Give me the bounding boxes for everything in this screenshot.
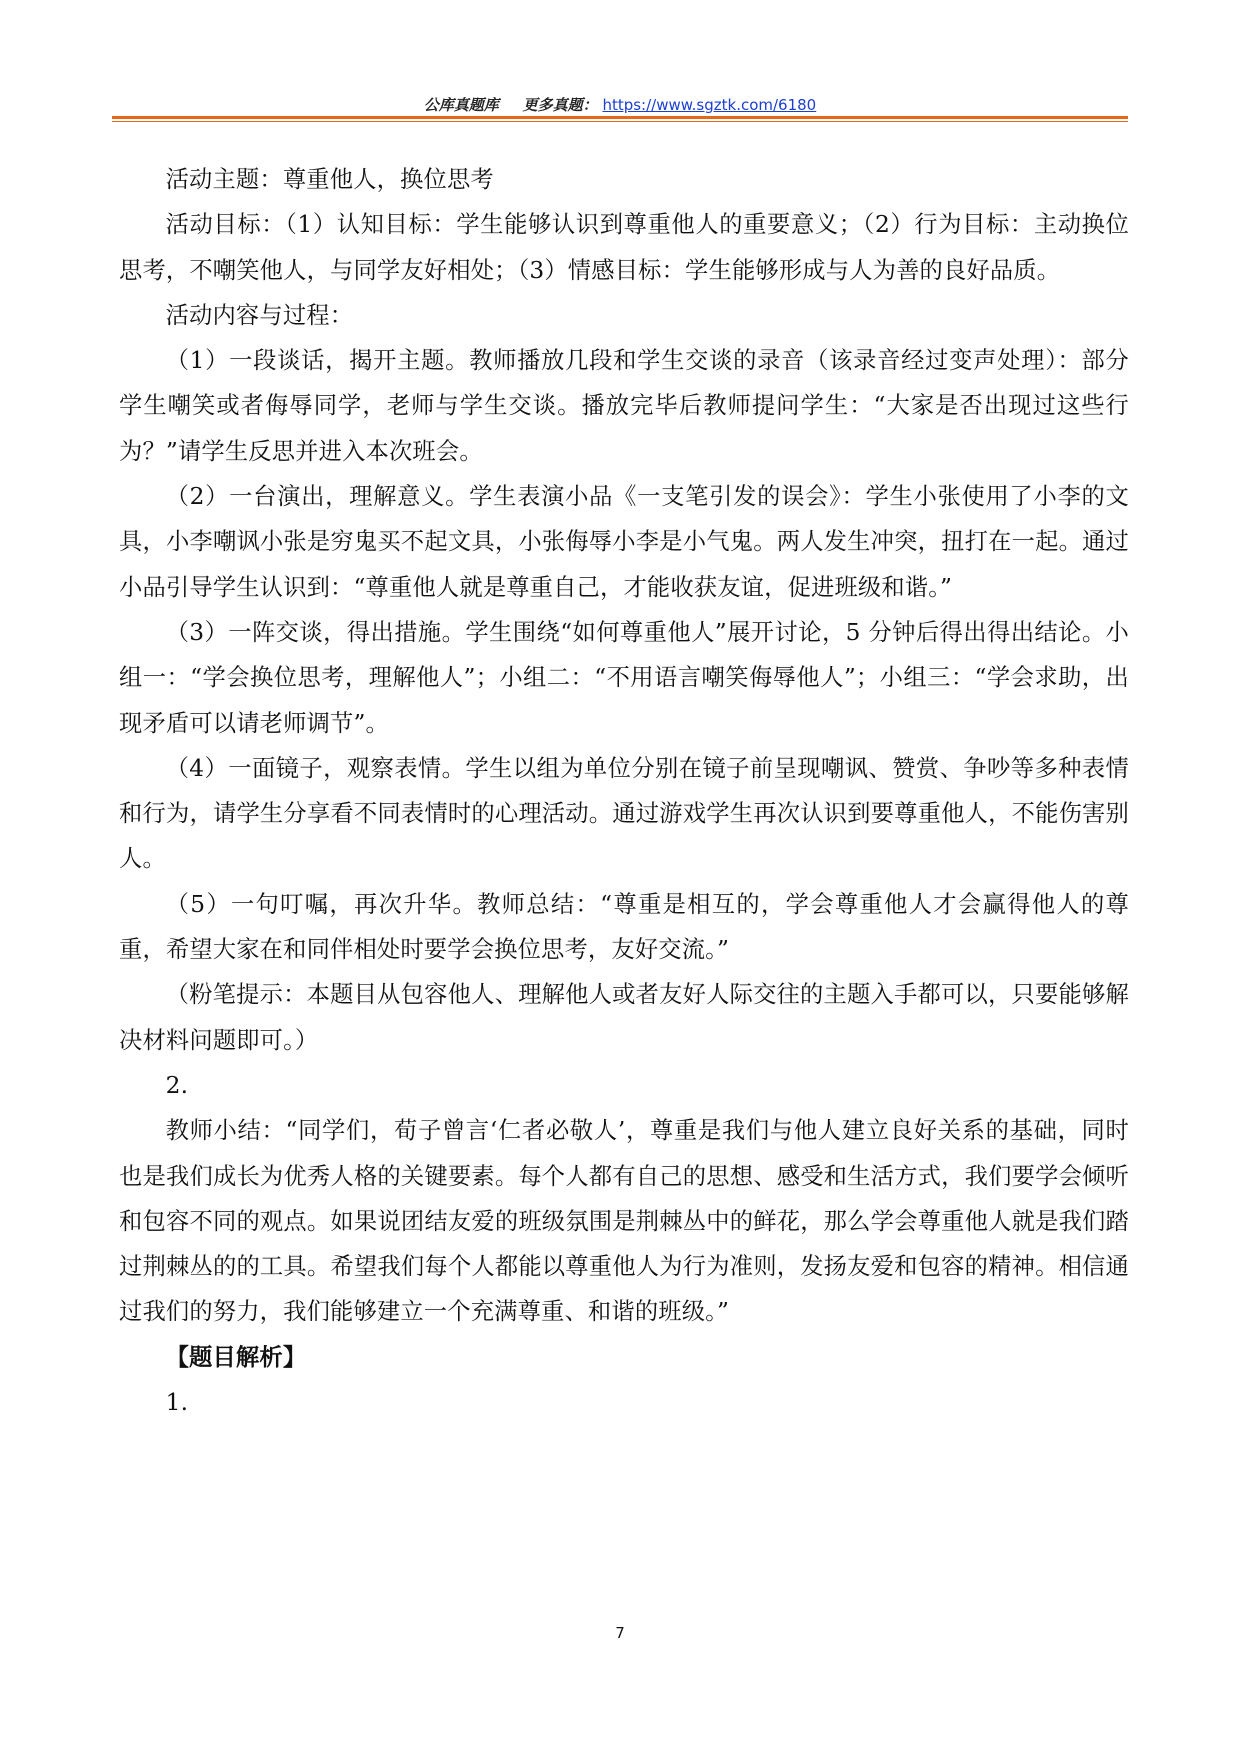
- activity-process-heading: 活动内容与过程：: [165, 301, 354, 329]
- tip-note: （粉笔提示：本题目从包容他人、理解他人或者友好人际交往的主题入手都可以，只要能够解决材料问题即可。）: [119, 981, 1129, 1054]
- process-step-1: （1）一段谈话，揭开主题。教师播放几段和学生交谈的录音（该录音经过变声处理）：部分学生嘲笑或者侮辱同学，老师与学生交谈。播放完毕后教师提问学生：“大家是否出现过这些行为？”请学生反思并进入本次班会。: [119, 347, 1129, 465]
- header-brand: 公库真题库: [423, 96, 499, 114]
- question-2-number: 2.: [165, 1071, 189, 1099]
- process-step-4: （4）一面镜子，观察表情。学生以组为单位分别在镜子前呈现嘲讽、赞赏、争吵等多种表情和行为，请学生分享看不同表情时的心理活动。通过游戏学生再次认识到要尊重他人，不能伤害别人。: [119, 754, 1129, 873]
- header-more-label: 更多真题：: [522, 96, 598, 114]
- header-rule-thick: [112, 116, 1128, 119]
- header-url-link[interactable]: https://www.sgztk.com/6180: [602, 96, 817, 114]
- header-rule-thin: [112, 121, 1128, 122]
- process-step-3: （3）一阵交谈，得出措施。学生围绕“如何尊重他人”展开讨论，5 分钟后得出得出结论。小组一：“学会换位思考，理解他人”；小组二：“不用语言嘲笑侮辱他人”；小组三：“学会求助，出现矛盾可以请老师调节”。: [119, 618, 1129, 737]
- activity-goals: 活动目标：（1）认知目标：学生能够认识到尊重他人的重要意义；（2）行为目标：主动换位思考，不嘲笑他人，与同学友好相处；（3）情感目标：学生能够形成与人为善的良好品质。: [119, 211, 1129, 284]
- document-body: [119, 157, 1129, 1425]
- teacher-summary: 教师小结：“同学们，荀子曾言‘仁者必敬人’，尊重是我们与他人建立良好关系的基础，同时也是我们成长为优秀人格的关键要素。每个人都有自己的思想、感受和生活方式，我们要学会倾听和包容不同的观点。如果说团结友爱的班级氛围是荆棘丛中的鲜花，那么学会尊重他人就是我们踏过荆棘丛的的工具。希望我们每个人都能以尊重他人为行为准则，发扬友爱和包容的精神。相信通过我们的努力，我们能够建立一个充满尊重、和谐的班级。”: [119, 1117, 1129, 1326]
- process-step-2: （2）一台演出，理解意义。学生表演小品《一支笔引发的误会》：学生小张使用了小李的文具，小李嘲讽小张是穷鬼买不起文具，小张侮辱小李是小气鬼。两人发生冲突，扭打在一起。通过小品引导学生认识到：“尊重他人就是尊重自己，才能收获友谊，促进班级和谐。”: [119, 483, 1129, 601]
- page-header: [112, 94, 1128, 116]
- activity-theme: 活动主题：尊重他人，换位思考: [165, 166, 494, 193]
- page-number: 7: [615, 1624, 625, 1642]
- analysis-heading: 【题目解析】: [165, 1343, 307, 1371]
- analysis-1-number: 1.: [165, 1389, 189, 1417]
- process-step-5: （5）一句叮嘱，再次升华。教师总结：“尊重是相互的，学会尊重他人才会赢得他人的尊重，希望大家在和同伴相处时要学会换位思考，友好交流。”: [119, 890, 1129, 964]
